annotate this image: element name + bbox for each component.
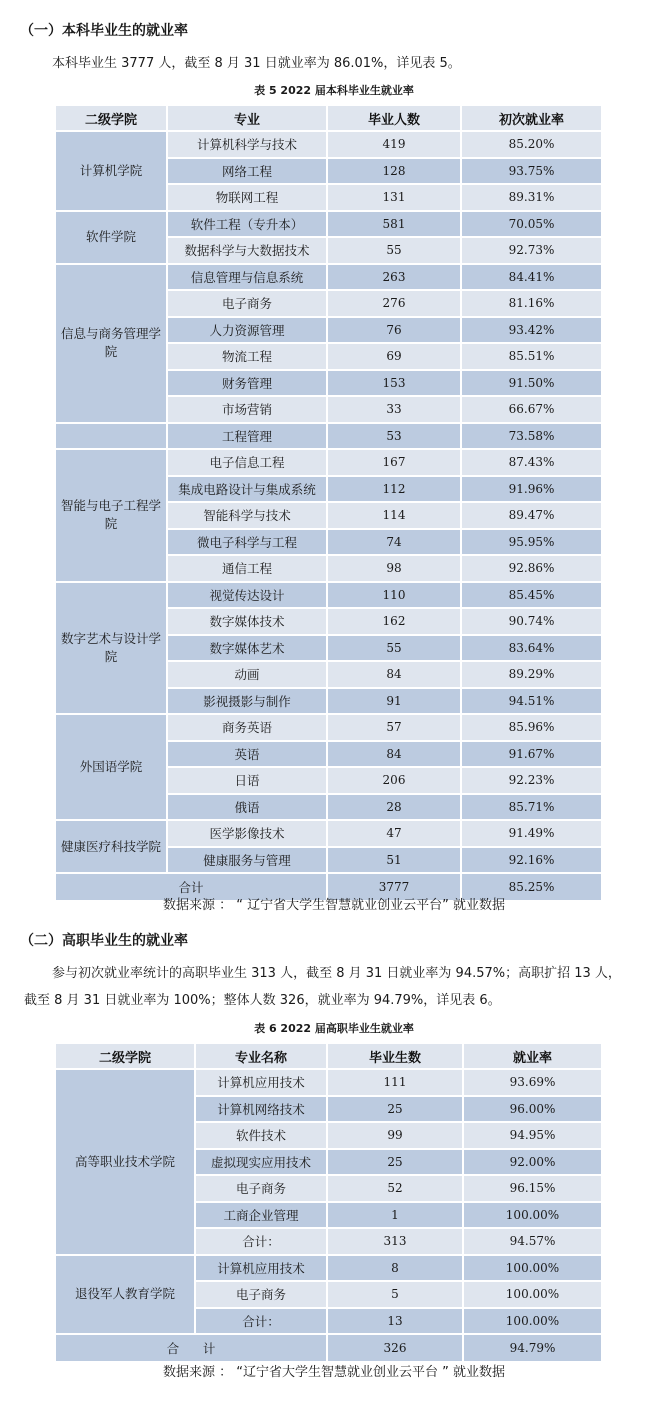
major-cell: 英语 (167, 741, 327, 768)
major-cell: 电子信息工程 (167, 449, 327, 476)
count-cell: 276 (327, 290, 461, 317)
count-cell: 1 (327, 1202, 463, 1229)
rate-cell: 83.64% (461, 635, 601, 662)
section2-heading: （二）高职毕业生的就业率 (20, 933, 188, 949)
total-label: 合 计 (55, 1334, 327, 1361)
count-cell: 153 (327, 370, 461, 397)
rate-cell: 94.51% (461, 688, 601, 715)
college-cell: 信息与商务管理学院 (55, 264, 167, 423)
major-cell: 电子商务 (195, 1281, 327, 1308)
rate-cell: 85.20% (461, 131, 601, 158)
count-cell: 167 (327, 449, 461, 476)
rate-cell: 70.05% (461, 211, 601, 238)
section1-paragraph: 本科毕业生 3777 人，截至 8 月 31 日就业率为 86.01%，详见表 5。 (52, 56, 461, 71)
table5-caption: 表 5 2022 届本科毕业生就业率 (254, 84, 414, 97)
count-cell: 112 (327, 476, 461, 503)
table-row (55, 582, 601, 609)
table-row (55, 1255, 601, 1282)
section1-heading: （一）本科毕业生的就业率 (20, 23, 188, 39)
column-header: 二级学院 (55, 105, 167, 131)
count-cell: 28 (327, 794, 461, 821)
table-row (55, 211, 601, 238)
total-count: 326 (327, 1334, 463, 1361)
major-cell: 网络工程 (167, 158, 327, 185)
column-header: 毕业生数 (327, 1043, 463, 1069)
rate-cell: 89.29% (461, 661, 601, 688)
rate-cell: 96.15% (463, 1175, 601, 1202)
major-cell: 日语 (167, 767, 327, 794)
major-cell: 商务英语 (167, 714, 327, 741)
table-row (55, 820, 601, 847)
table5-header-row (55, 105, 601, 131)
rate-cell: 85.71% (461, 794, 601, 821)
count-cell: 74 (327, 529, 461, 556)
count-cell: 53 (327, 423, 461, 450)
major-cell: 视觉传达设计 (167, 582, 327, 609)
major-cell: 智能科学与技术 (167, 502, 327, 529)
major-cell: 计算机应用技术 (195, 1069, 327, 1096)
column-header: 专业 (167, 105, 327, 131)
table-row (55, 264, 601, 291)
count-cell: 69 (327, 343, 461, 370)
rate-cell: 93.69% (463, 1069, 601, 1096)
rate-cell: 85.51% (461, 343, 601, 370)
major-cell: 数据科学与大数据技术 (167, 237, 327, 264)
major-cell: 信息管理与信息系统 (167, 264, 327, 291)
rate-cell: 91.50% (461, 370, 601, 397)
major-cell: 人力资源管理 (167, 317, 327, 344)
rate-cell: 87.43% (461, 449, 601, 476)
count-cell: 25 (327, 1096, 463, 1123)
major-cell: 微电子科学与工程 (167, 529, 327, 556)
count-cell: 419 (327, 131, 461, 158)
table6-caption: 表 6 2022 届高职毕业生就业率 (254, 1022, 414, 1035)
college-cell: 健康医疗科技学院 (55, 820, 167, 873)
major-cell: 计算机科学与技术 (167, 131, 327, 158)
total-rate: 85.25% (461, 873, 601, 900)
column-header: 二级学院 (55, 1043, 195, 1069)
major-cell: 计算机应用技术 (195, 1255, 327, 1282)
table-row (55, 714, 601, 741)
major-cell: 合计： (195, 1228, 327, 1255)
major-cell: 数字媒体艺术 (167, 635, 327, 662)
major-cell: 集成电路设计与集成系统 (167, 476, 327, 503)
count-cell: 128 (327, 158, 461, 185)
rate-cell: 94.57% (463, 1228, 601, 1255)
rate-cell: 94.95% (463, 1122, 601, 1149)
column-header: 专业名称 (195, 1043, 327, 1069)
major-cell: 电子商务 (195, 1175, 327, 1202)
rate-cell: 95.95% (461, 529, 601, 556)
table6-header-row (55, 1043, 601, 1069)
major-cell: 软件工程（专升本） (167, 211, 327, 238)
count-cell: 313 (327, 1228, 463, 1255)
major-cell: 计算机网络技术 (195, 1096, 327, 1123)
count-cell: 52 (327, 1175, 463, 1202)
rate-cell: 91.67% (461, 741, 601, 768)
rate-cell: 92.00% (463, 1149, 601, 1176)
rate-cell: 92.73% (461, 237, 601, 264)
major-cell: 工程管理 (167, 423, 327, 450)
table-row (55, 1069, 601, 1096)
count-cell: 91 (327, 688, 461, 715)
major-cell: 虚拟现实应用技术 (195, 1149, 327, 1176)
rate-cell: 84.41% (461, 264, 601, 291)
table6-source: 数据来源 ： “辽宁省大学生智慧就业创业云平台 ” 就业数据 (163, 1365, 505, 1380)
rate-cell: 85.96% (461, 714, 601, 741)
total-count: 3777 (327, 873, 461, 900)
major-cell: 医学影像技术 (167, 820, 327, 847)
major-cell: 软件技术 (195, 1122, 327, 1149)
rate-cell: 91.96% (461, 476, 601, 503)
rate-cell: 85.45% (461, 582, 601, 609)
count-cell: 263 (327, 264, 461, 291)
count-cell: 581 (327, 211, 461, 238)
count-cell: 84 (327, 741, 461, 768)
count-cell: 57 (327, 714, 461, 741)
major-cell: 健康服务与管理 (167, 847, 327, 874)
count-cell: 110 (327, 582, 461, 609)
rate-cell: 100.00% (463, 1255, 601, 1282)
rate-cell: 96.00% (463, 1096, 601, 1123)
count-cell: 84 (327, 661, 461, 688)
table-row (55, 423, 601, 450)
rate-cell: 81.16% (461, 290, 601, 317)
major-cell: 物流工程 (167, 343, 327, 370)
count-cell: 33 (327, 396, 461, 423)
count-cell: 55 (327, 237, 461, 264)
rate-cell: 91.49% (461, 820, 601, 847)
major-cell: 影视摄影与制作 (167, 688, 327, 715)
rate-cell: 92.16% (461, 847, 601, 874)
major-cell: 俄语 (167, 794, 327, 821)
column-header: 就业率 (463, 1043, 601, 1069)
count-cell: 55 (327, 635, 461, 662)
rate-cell: 66.67% (461, 396, 601, 423)
total-row (55, 1334, 601, 1361)
college-cell: 高等职业技术学院 (55, 1069, 195, 1255)
major-cell: 合计： (195, 1308, 327, 1335)
section2-paragraph-line2: 截至 8 月 31 日就业率为 100%；整体人数 326，就业率为 94.79%，详见表 6。 (24, 993, 501, 1008)
major-cell: 数字媒体技术 (167, 608, 327, 635)
major-cell: 通信工程 (167, 555, 327, 582)
rate-cell: 89.31% (461, 184, 601, 211)
college-cell: 计算机学院 (55, 131, 167, 211)
table-row (55, 449, 601, 476)
table5-source: 数据来源 ： “ 辽宁省大学生智慧就业创业云平台” 就业数据 (163, 898, 505, 913)
rate-cell: 100.00% (463, 1308, 601, 1335)
count-cell: 206 (327, 767, 461, 794)
rate-cell: 100.00% (463, 1202, 601, 1229)
college-cell (55, 423, 167, 450)
count-cell: 25 (327, 1149, 463, 1176)
rate-cell: 92.86% (461, 555, 601, 582)
count-cell: 5 (327, 1281, 463, 1308)
count-cell: 162 (327, 608, 461, 635)
rate-cell: 90.74% (461, 608, 601, 635)
count-cell: 98 (327, 555, 461, 582)
college-cell: 退役军人教育学院 (55, 1255, 195, 1335)
count-cell: 51 (327, 847, 461, 874)
rate-cell: 100.00% (463, 1281, 601, 1308)
rate-cell: 73.58% (461, 423, 601, 450)
college-cell: 外国语学院 (55, 714, 167, 820)
rate-cell: 93.75% (461, 158, 601, 185)
major-cell: 电子商务 (167, 290, 327, 317)
count-cell: 99 (327, 1122, 463, 1149)
major-cell: 财务管理 (167, 370, 327, 397)
count-cell: 111 (327, 1069, 463, 1096)
column-header: 毕业人数 (327, 105, 461, 131)
college-cell: 智能与电子工程学院 (55, 449, 167, 582)
count-cell: 114 (327, 502, 461, 529)
rate-cell: 92.23% (461, 767, 601, 794)
table6 (54, 1042, 601, 1361)
total-label: 合计 (55, 873, 327, 900)
count-cell: 47 (327, 820, 461, 847)
college-cell: 软件学院 (55, 211, 167, 264)
table-row (55, 131, 601, 158)
count-cell: 76 (327, 317, 461, 344)
rate-cell: 89.47% (461, 502, 601, 529)
count-cell: 8 (327, 1255, 463, 1282)
column-header: 初次就业率 (461, 105, 601, 131)
total-rate: 94.79% (463, 1334, 601, 1361)
major-cell: 工商企业管理 (195, 1202, 327, 1229)
rate-cell: 93.42% (461, 317, 601, 344)
count-cell: 131 (327, 184, 461, 211)
major-cell: 物联网工程 (167, 184, 327, 211)
count-cell: 13 (327, 1308, 463, 1335)
table5 (54, 104, 601, 900)
college-cell: 数字艺术与设计学院 (55, 582, 167, 715)
major-cell: 市场营销 (167, 396, 327, 423)
section2-paragraph-line1: 参与初次就业率统计的高职毕业生 313 人，截至 8 月 31 日就业率为 94.57%；高职扩招 13 人， (52, 966, 621, 981)
major-cell: 动画 (167, 661, 327, 688)
